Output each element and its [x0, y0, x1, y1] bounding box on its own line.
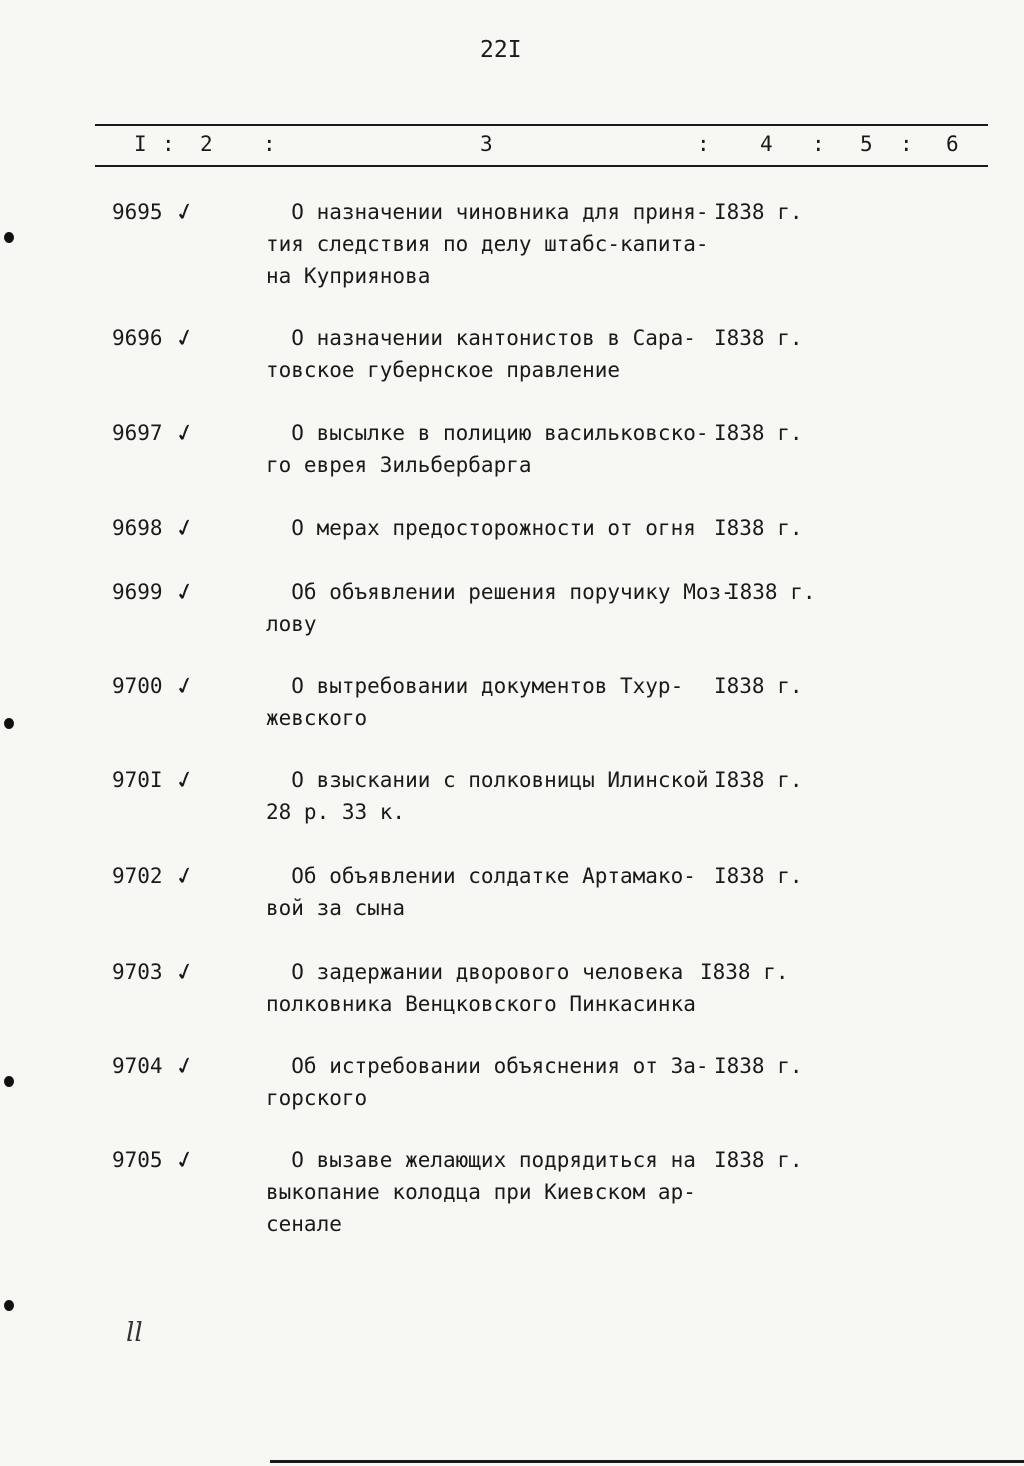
title-line: Об истребовании объяснения от За- [266, 1054, 709, 1078]
file-year: I838 г. [714, 516, 803, 540]
header-col-1: I [134, 132, 147, 156]
table-row [0, 1050, 1024, 1146]
file-year: I838 г. [714, 326, 803, 350]
check-mark-icon: ✓ [171, 669, 199, 703]
table-row [0, 576, 1024, 672]
table-row [0, 860, 1024, 956]
title-line: 28 р. 33 к. [266, 800, 406, 824]
table-row [0, 417, 1024, 513]
handwritten-sheet-mark: ll [126, 1318, 143, 1348]
header-col-2: 2 [200, 132, 213, 156]
title-line: О высылке в полицию васильковско- [266, 421, 709, 445]
bottom-edge-rule [270, 1460, 1024, 1463]
table-row [0, 1144, 1024, 1240]
title-line: О назначении кантонистов в Сара- [266, 326, 696, 350]
check-mark-icon: ✓ [171, 763, 199, 797]
table-row [0, 670, 1024, 766]
header-bottom-rule [95, 165, 988, 167]
title-line: О вызаве желающих подрядиться на [266, 1148, 696, 1172]
file-year: I838 г. [727, 580, 816, 604]
file-number: 9705 [112, 1148, 163, 1172]
check-mark-icon: ✓ [171, 511, 199, 545]
title-line: горского [266, 1086, 368, 1110]
header-col-4: 4 [760, 132, 773, 156]
header-sep: : [812, 132, 825, 156]
page-number: 22I [480, 37, 522, 63]
header-col-6: 6 [946, 132, 959, 156]
title-line: тия следствия по делу штабс-капита- [266, 232, 709, 256]
file-number: 9697 [112, 421, 163, 445]
file-year: I838 г. [700, 960, 789, 984]
header-top-rule [95, 124, 988, 126]
check-mark-icon: ✓ [171, 195, 199, 229]
file-year: I838 г. [714, 768, 803, 792]
check-mark-icon: ✓ [171, 1143, 199, 1177]
check-mark-icon: ✓ [171, 859, 199, 893]
file-title [266, 860, 716, 924]
file-title [266, 512, 716, 544]
file-year: I838 г. [714, 674, 803, 698]
file-year: I838 г. [714, 1148, 803, 1172]
file-number: 9702 [112, 864, 163, 888]
check-mark-icon: ✓ [171, 1049, 199, 1083]
table-row [0, 322, 1024, 418]
file-number: 9696 [112, 326, 163, 350]
file-number: 9704 [112, 1054, 163, 1078]
check-mark-icon: ✓ [171, 416, 199, 450]
title-line: О вытребовании документов Тхур- [266, 674, 684, 698]
file-title [266, 417, 716, 481]
title-line: Об объявлении солдатке Артамако- [266, 864, 696, 888]
file-title [266, 1144, 716, 1240]
title-line: выкопание колодца при Киевском ар- [266, 1180, 696, 1204]
file-title [266, 670, 716, 734]
check-mark-icon: ✓ [171, 575, 199, 609]
header-sep: : [162, 132, 175, 156]
punch-hole-icon [4, 718, 14, 729]
check-mark-icon: ✓ [171, 955, 199, 989]
title-line: жевского [266, 706, 368, 730]
table-row [0, 956, 1024, 1052]
title-line: на Куприянова [266, 264, 431, 288]
file-title [266, 322, 716, 386]
header-sep: : [263, 132, 276, 156]
header-sep: : [697, 132, 710, 156]
file-number: 970I [112, 768, 163, 792]
file-year: I838 г. [714, 1054, 803, 1078]
check-mark-icon: ✓ [171, 321, 199, 355]
table-row [0, 196, 1024, 292]
table-row [0, 764, 1024, 860]
title-line: полковника Венцковского Пинкасинка [266, 992, 696, 1016]
title-line: О назначении чиновника для приня- [266, 200, 709, 224]
file-year: I838 г. [714, 200, 803, 224]
punch-hole-icon [4, 232, 14, 243]
file-number: 9700 [112, 674, 163, 698]
title-line: лову [266, 612, 317, 636]
file-title [266, 764, 716, 828]
file-title [266, 196, 716, 292]
file-number: 9698 [112, 516, 163, 540]
header-col-3: 3 [480, 132, 493, 156]
title-line: го еврея Зильбербарга [266, 453, 532, 477]
file-title [266, 576, 746, 640]
title-line: товское губернское правление [266, 358, 621, 382]
file-number: 9699 [112, 580, 163, 604]
header-sep: : [900, 132, 913, 156]
title-line: О мерах предосторожности от огня [266, 516, 696, 540]
punch-hole-icon [4, 1300, 14, 1311]
title-line: вой за сына [266, 896, 406, 920]
file-title [266, 956, 716, 1020]
file-year: I838 г. [714, 864, 803, 888]
file-year: I838 г. [714, 421, 803, 445]
title-line: О задержании дворового человека [266, 960, 684, 984]
title-line: Об объявлении решения поручику Моз- [266, 580, 734, 604]
title-line: сенале [266, 1212, 342, 1236]
header-col-5: 5 [860, 132, 873, 156]
punch-hole-icon [4, 1076, 14, 1087]
file-number: 9695 [112, 200, 163, 224]
title-line: О взыскании с полковницы Илинской [266, 768, 709, 792]
file-number: 9703 [112, 960, 163, 984]
file-title [266, 1050, 716, 1114]
